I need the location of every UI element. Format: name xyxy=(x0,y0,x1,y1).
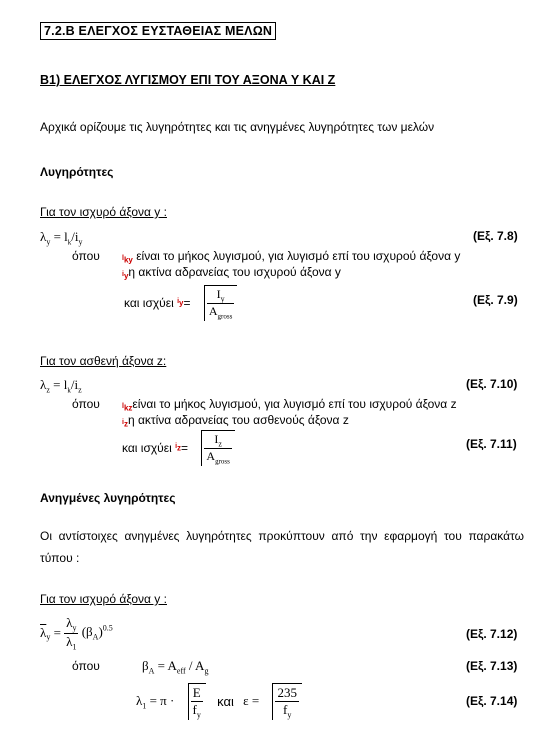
reduced-paragraph: Οι αντίστοιχες ανηγμένες λυγηρότητες προκύπτουν από την εφαρμογή του παρακάτω τύπου : xyxy=(40,529,524,565)
beta-a-equation: $\beta_A = A_{eff} / A_g$ xyxy=(142,658,209,676)
eq-ref-7-9: (Εξ. 7.9) xyxy=(473,293,518,307)
section-title: 7.2.Β ΕΛΕΓΧΟΣ ΕΥΣΤΑΘΕΙΑΣ ΜΕΛΩΝ xyxy=(40,22,276,40)
slenderness-heading: Λυγηρότητες xyxy=(40,165,114,179)
weak-lk-description: $l_{kz}\varepsilon ί\nu\alpha\iota$ το μήκος λυγισμού, για λυγισμό επί του ισχυρού άξονα z xyxy=(122,397,457,413)
eq-ref-7-10: (Εξ. 7.10) xyxy=(466,377,518,391)
weak-i-description: $i_z\eta$ ακτίνα αδρανείας του ασθενούς άξονα z xyxy=(122,413,349,429)
where-label-2: όπου xyxy=(72,397,100,411)
reduced-heading: Ανηγμένες λυγηρότητες xyxy=(40,491,176,505)
eq-ref-7-14: (Εξ. 7.14) xyxy=(466,694,518,708)
strong-radius-equation: και ισχύει $i_y=$ $\frac{I_y}{A_{gross}}$ xyxy=(124,285,237,321)
reduced-slenderness-equation: $\overline{\lambda}_y$ = $\frac{\lambda_y}{\lambda_1}$ $(\beta_A)^{0.5}$ xyxy=(40,615,113,652)
eq-ref-7-8: (Εξ. 7.8) xyxy=(473,229,518,243)
strong-i-description: $i_y\eta$ ακτίνα αδρανείας του ισχυρού άξονα y xyxy=(122,265,341,281)
strong-axis-heading: Για τον ισχυρό άξονα y : xyxy=(40,205,167,219)
where-label-3: όπου xyxy=(72,659,100,673)
eq-ref-7-11: (Εξ. 7.11) xyxy=(466,437,517,451)
eq-ref-7-13: (Εξ. 7.13) xyxy=(466,659,518,673)
intro-text: Αρχικά ορίζουμε τις λυγηρότητες και τις ανηγμένες λυγηρότητες των μελών xyxy=(40,120,435,134)
weak-axis-heading: Για τον ασθενή άξονα z: xyxy=(40,354,167,368)
where-label-1: όπου xyxy=(72,249,100,263)
weak-radius-equation: και ισχύει $i_z=$ $\frac{I_z}{A_{gross}}$ xyxy=(122,430,235,466)
subsection-title: Β1) ΕΛΕΓΧΟΣ ΛΥΓΙΣΜΟΥ ΕΠΙ ΤΟΥ ΑΞΟΝΑ Υ ΚΑΙ Ζ xyxy=(40,73,336,87)
weak-slenderness-equation: $\lambda_z = l_k/i_z$ xyxy=(40,377,82,395)
strong-slenderness-equation: $\lambda_y = l_k/i_y$ xyxy=(40,229,83,247)
strong-axis-heading-2: Για τον ισχυρό άξονα y : xyxy=(40,592,167,606)
eq-ref-7-12: (Εξ. 7.12) xyxy=(466,627,518,641)
strong-lk-description: $l_{ky}$ είναι το μήκος λυγισμού, για λυγισμό επί του ισχυρού άξονα y xyxy=(122,249,461,265)
lambda1-epsilon-equation: $\lambda_1 = \pi$ · $\frac{E}{f_y}$ και ε = $\frac{235}{f_y}$ xyxy=(136,683,302,720)
